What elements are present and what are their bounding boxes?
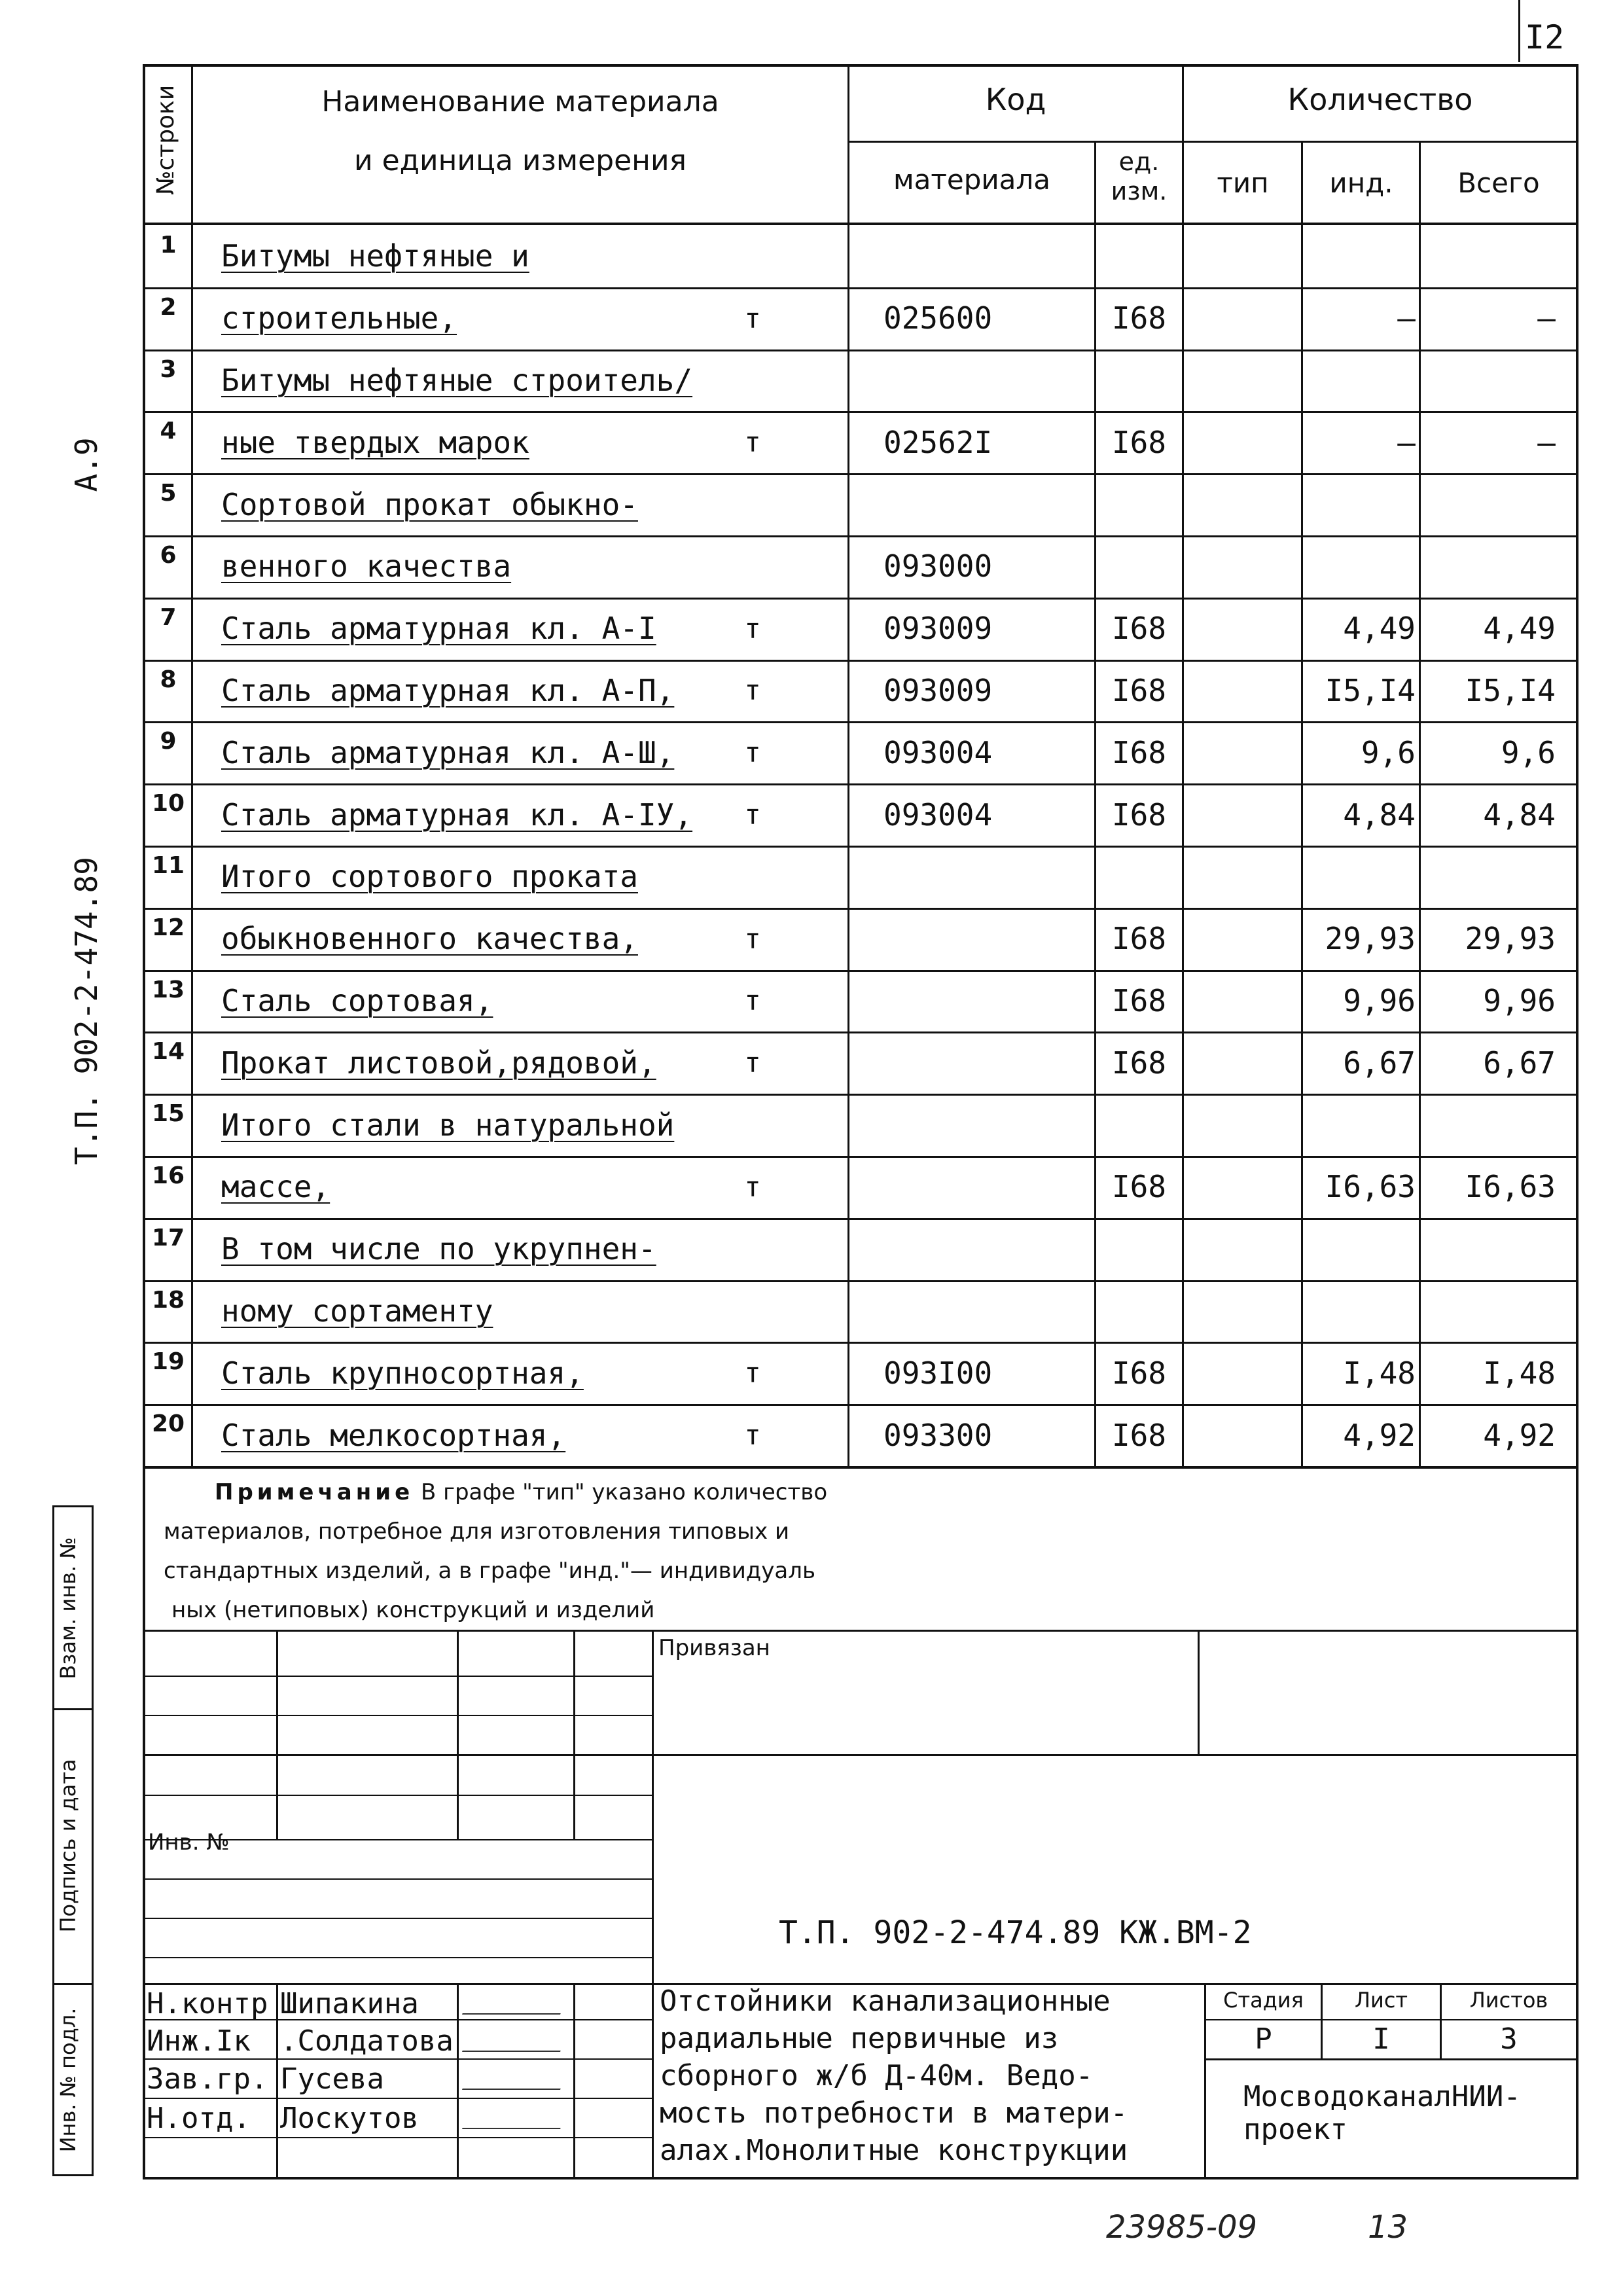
privyazan-label: Привязан [658,1635,770,1661]
material-unit: т [744,426,761,459]
material-name: Итого стали в натуральной [221,1107,675,1143]
qty-type [1184,411,1302,473]
row-number: 11 [151,852,185,879]
qty-ind [1303,350,1418,412]
material-unit [733,535,772,598]
qty-type [1184,846,1302,908]
person-role: Зав.гр. [147,2062,268,2096]
row-number: 1 [160,232,177,259]
table-row [0,1280,1623,1342]
sheet-label: Лист [1354,1988,1408,2013]
material-code [883,970,1080,1032]
header-qty-ind: инд. [1329,167,1393,199]
qty-ind: I,48 [1343,1355,1416,1391]
material-unit [733,225,772,287]
header-qty-total: Всего [1457,167,1540,199]
unit-of-measure [1096,1094,1182,1156]
material-code [883,1156,1080,1218]
note-label: Примечание [215,1479,414,1505]
qty-total [1421,846,1575,908]
row-number: 17 [151,1224,185,1251]
material-name: Битумы нефтяные и [221,238,529,274]
row-number: 8 [160,666,177,693]
row-number: 5 [160,480,177,507]
table-row [0,1218,1623,1280]
material-code [883,908,1080,970]
unit-of-measure: I68 [1111,734,1167,770]
material-name: Сталь арматурная кл. А-П, [221,672,675,708]
unit-of-measure: I68 [1111,672,1167,708]
person-name: Гусева [280,2062,384,2096]
qty-type [1184,970,1302,1032]
header-code: Код [985,82,1046,117]
sheets-value: 3 [1500,2022,1518,2056]
title-line: сборного ж/б Д-40м. Ведо- [660,2059,1094,2092]
signature-mark [462,2037,565,2052]
qty-ind: I5,I4 [1325,672,1416,708]
row-number: 19 [151,1348,185,1376]
sheets-label: Листов [1469,1988,1548,2013]
material-name: Битумы нефтяные строитель/ [221,362,693,398]
qty-total: I,48 [1483,1355,1556,1391]
material-name: Сортовой прокат обыкно- [221,486,638,522]
qty-ind: – [1397,424,1416,460]
header-qty-type: тип [1217,167,1269,199]
header-quantity: Количество [1287,82,1473,117]
material-unit [733,1280,772,1342]
unit-of-measure: I68 [1111,424,1167,460]
title-line: Отстойники канализационные [660,1984,1111,2018]
table-row [0,1404,1623,1466]
unit-of-measure [1096,846,1182,908]
qty-ind [1303,846,1418,908]
qty-ind: I6,63 [1325,1169,1416,1205]
table-row [0,1156,1623,1218]
row-number: 2 [160,293,177,321]
side-inv-podl: Инв. № подл. [56,2007,80,2153]
qty-total [1421,225,1575,287]
table-row [0,721,1623,783]
qty-total: 29,93 [1465,921,1556,957]
qty-ind [1303,535,1418,598]
margin-code-top: А.9 [69,437,104,492]
side-podpis-data: Подпись и дата [56,1759,80,1933]
unit-of-measure: I68 [1111,1355,1167,1391]
sheet-number: I2 [1525,18,1565,56]
material-code [883,350,1080,412]
table-row [0,783,1623,846]
material-name: Прокат листовой,рядовой, [221,1045,656,1081]
qty-ind: 6,67 [1343,1045,1416,1081]
material-name: Сталь мелкосортная, [221,1417,566,1453]
material-name: Сталь сортовая, [221,982,493,1018]
org-name: МосводоканалНИИ- [1243,2080,1521,2113]
qty-total: – [1537,300,1556,336]
unit-of-measure [1096,350,1182,412]
qty-ind: 4,49 [1343,611,1416,647]
material-code: 093000 [883,548,993,584]
table-row [0,598,1623,660]
signature-mark [462,2000,565,2015]
person-role: Инж.Iк [147,2024,251,2058]
unit-of-measure [1096,225,1182,287]
row-number: 6 [160,542,177,569]
person-name: Лоскутов [280,2102,419,2135]
stamp-doc-code: Т.П. 902-2-474.89 КЖ.ВМ-2 [779,1914,1252,1951]
material-name: венного качества [221,548,512,584]
material-unit [733,473,772,535]
title-line: алах.Монолитные конструкции [660,2134,1128,2167]
qty-ind: 9,6 [1361,734,1416,770]
table-row [0,1342,1623,1404]
table-row [0,660,1623,722]
qty-type [1184,1031,1302,1094]
material-unit: т [744,984,761,1017]
qty-total: 9,96 [1483,982,1556,1018]
qty-total: 4,84 [1483,797,1556,833]
material-code: 093I00 [883,1355,993,1391]
qty-type [1184,287,1302,350]
material-unit [733,1218,772,1280]
qty-type [1184,783,1302,846]
qty-type [1184,1218,1302,1280]
unit-of-measure: I68 [1111,797,1167,833]
material-name: В том числе по укрупнен- [221,1231,656,1267]
qty-total: 4,49 [1483,611,1556,647]
person-name: Шипакина [280,1987,419,2020]
qty-type [1184,1342,1302,1404]
qty-type [1184,535,1302,598]
person-role: Н.контр [147,1987,268,2020]
material-name: Сталь арматурная кл. А-IУ, [221,797,693,833]
side-vzam-inv: Взам. инв. № [56,1537,80,1679]
unit-of-measure: I68 [1111,611,1167,647]
material-name: массе, [221,1169,330,1205]
note-line4: ных (нетиповых) конструкций и изделий [171,1597,655,1623]
header-row-no: №строки [152,84,179,195]
material-code [883,846,1080,908]
page-number: 13 [1368,2209,1408,2246]
unit-of-measure: I68 [1111,982,1167,1018]
qty-ind [1303,225,1418,287]
sheet-value: I [1372,2022,1390,2056]
qty-ind: 29,93 [1325,921,1416,957]
material-code: 093009 [883,672,993,708]
unit-of-measure: I68 [1111,1045,1167,1081]
row-number: 12 [151,914,185,941]
qty-total: 4,92 [1483,1417,1556,1453]
material-unit: т [744,1419,761,1452]
material-unit [733,1094,772,1156]
qty-ind [1303,1218,1418,1280]
inv-no-label: Инв. № [148,1829,230,1856]
material-unit: т [744,1047,761,1079]
table-row [0,970,1623,1032]
unit-of-measure [1096,473,1182,535]
row-number: 14 [151,1038,185,1066]
row-number: 18 [151,1286,185,1314]
table-row [0,287,1623,350]
qty-ind [1303,473,1418,535]
unit-of-measure: I68 [1111,1417,1167,1453]
material-unit: т [744,612,761,645]
table-row [0,1031,1623,1094]
material-code [883,1218,1080,1280]
qty-total [1421,1218,1575,1280]
qty-ind: 4,84 [1343,797,1416,833]
material-code: 093004 [883,797,993,833]
qty-type [1184,1404,1302,1466]
material-code: 093004 [883,734,993,770]
table-row [0,908,1623,970]
order-number: 23985-09 [1106,2209,1258,2246]
stage-label: Стадия [1223,1988,1304,2013]
qty-type [1184,1156,1302,1218]
note-line2: материалов, потребное для изготовления типовых и [164,1518,790,1545]
material-unit: т [744,302,761,334]
header-name-line1: Наименование материала [321,85,719,118]
qty-ind [1303,1280,1418,1342]
header-name-line2: и единица измерения [353,144,687,177]
qty-total [1421,350,1575,412]
material-name: обыкновенного качества, [221,921,638,957]
material-name: строительные, [221,300,457,336]
qty-total: I6,63 [1465,1169,1556,1205]
qty-type [1184,1280,1302,1342]
material-unit: т [744,674,761,707]
material-code: 025600 [883,300,993,336]
margin-doc-code: Т.П. 902-2-474.89 [69,857,104,1165]
qty-total: I5,I4 [1465,672,1556,708]
material-code [883,1031,1080,1094]
row-number: 20 [151,1410,185,1438]
unit-of-measure: I68 [1111,1169,1167,1205]
qty-total [1421,473,1575,535]
material-code [883,225,1080,287]
signature-mark [462,2075,565,2090]
qty-type [1184,225,1302,287]
material-unit [733,350,772,412]
qty-type [1184,908,1302,970]
qty-type [1184,721,1302,783]
unit-of-measure [1096,1280,1182,1342]
qty-type [1184,1094,1302,1156]
table-row [0,535,1623,598]
qty-type [1184,473,1302,535]
note-line1: В графе "тип" указано количество [414,1479,828,1505]
header-code-unit-1: ед. [1118,147,1160,176]
org-name-2: проект [1243,2113,1347,2146]
material-code: 093300 [883,1417,993,1453]
material-name: Сталь крупносортная, [221,1355,584,1391]
table-row [0,350,1623,412]
stage-value: Р [1255,2022,1272,2056]
material-unit: т [744,1357,761,1390]
material-code [883,473,1080,535]
material-name: ному сортаменту [221,1293,493,1329]
qty-ind [1303,1094,1418,1156]
qty-total [1421,1280,1575,1342]
material-name: Сталь арматурная кл. А-I [221,611,656,647]
title-line: мость потребности в матери- [660,2096,1128,2130]
table-row [0,411,1623,473]
row-number: 4 [160,418,177,445]
qty-type [1184,598,1302,660]
person-role: Н.отд. [147,2102,251,2135]
unit-of-measure [1096,1218,1182,1280]
material-name: Итого сортового проката [221,859,638,895]
qty-ind: 4,92 [1343,1417,1416,1453]
unit-of-measure [1096,535,1182,598]
row-number: 7 [160,603,177,631]
header-code-unit-2: изм. [1111,177,1168,206]
material-unit: т [744,798,761,831]
signature-mark [462,2115,565,2129]
title-line: радиальные первичные из [660,2022,1059,2055]
material-unit: т [744,922,761,955]
material-code [883,1094,1080,1156]
table-row [0,846,1623,908]
material-name: ные твердых марок [221,424,529,460]
qty-type [1184,660,1302,722]
material-code: 093009 [883,611,993,647]
qty-total: 9,6 [1501,734,1556,770]
qty-total [1421,1094,1575,1156]
unit-of-measure: I68 [1111,921,1167,957]
row-number: 16 [151,1162,185,1189]
qty-total: 6,67 [1483,1045,1556,1081]
note-line3: стандартных изделий, а в графе "инд."— индивидуаль [164,1558,816,1584]
qty-ind: – [1397,300,1416,336]
header-code-material: материала [893,164,1050,196]
qty-total: – [1537,424,1556,460]
row-number: 15 [151,1100,185,1128]
material-unit: т [744,1170,761,1203]
table-row [0,225,1623,287]
table-row [0,1094,1623,1156]
material-unit [733,846,772,908]
material-code: 02562I [883,424,993,460]
material-name: Сталь арматурная кл. А-Ш, [221,734,675,770]
qty-ind: 9,96 [1343,982,1416,1018]
qty-type [1184,350,1302,412]
table-row [0,473,1623,535]
row-number: 9 [160,728,177,755]
row-number: 10 [151,790,185,817]
row-number: 13 [151,976,185,1003]
material-code [883,1280,1080,1342]
qty-total [1421,535,1575,598]
person-name: .Солдатова [280,2024,454,2058]
material-unit: т [744,736,761,769]
row-number: 3 [160,355,177,383]
unit-of-measure: I68 [1111,300,1167,336]
